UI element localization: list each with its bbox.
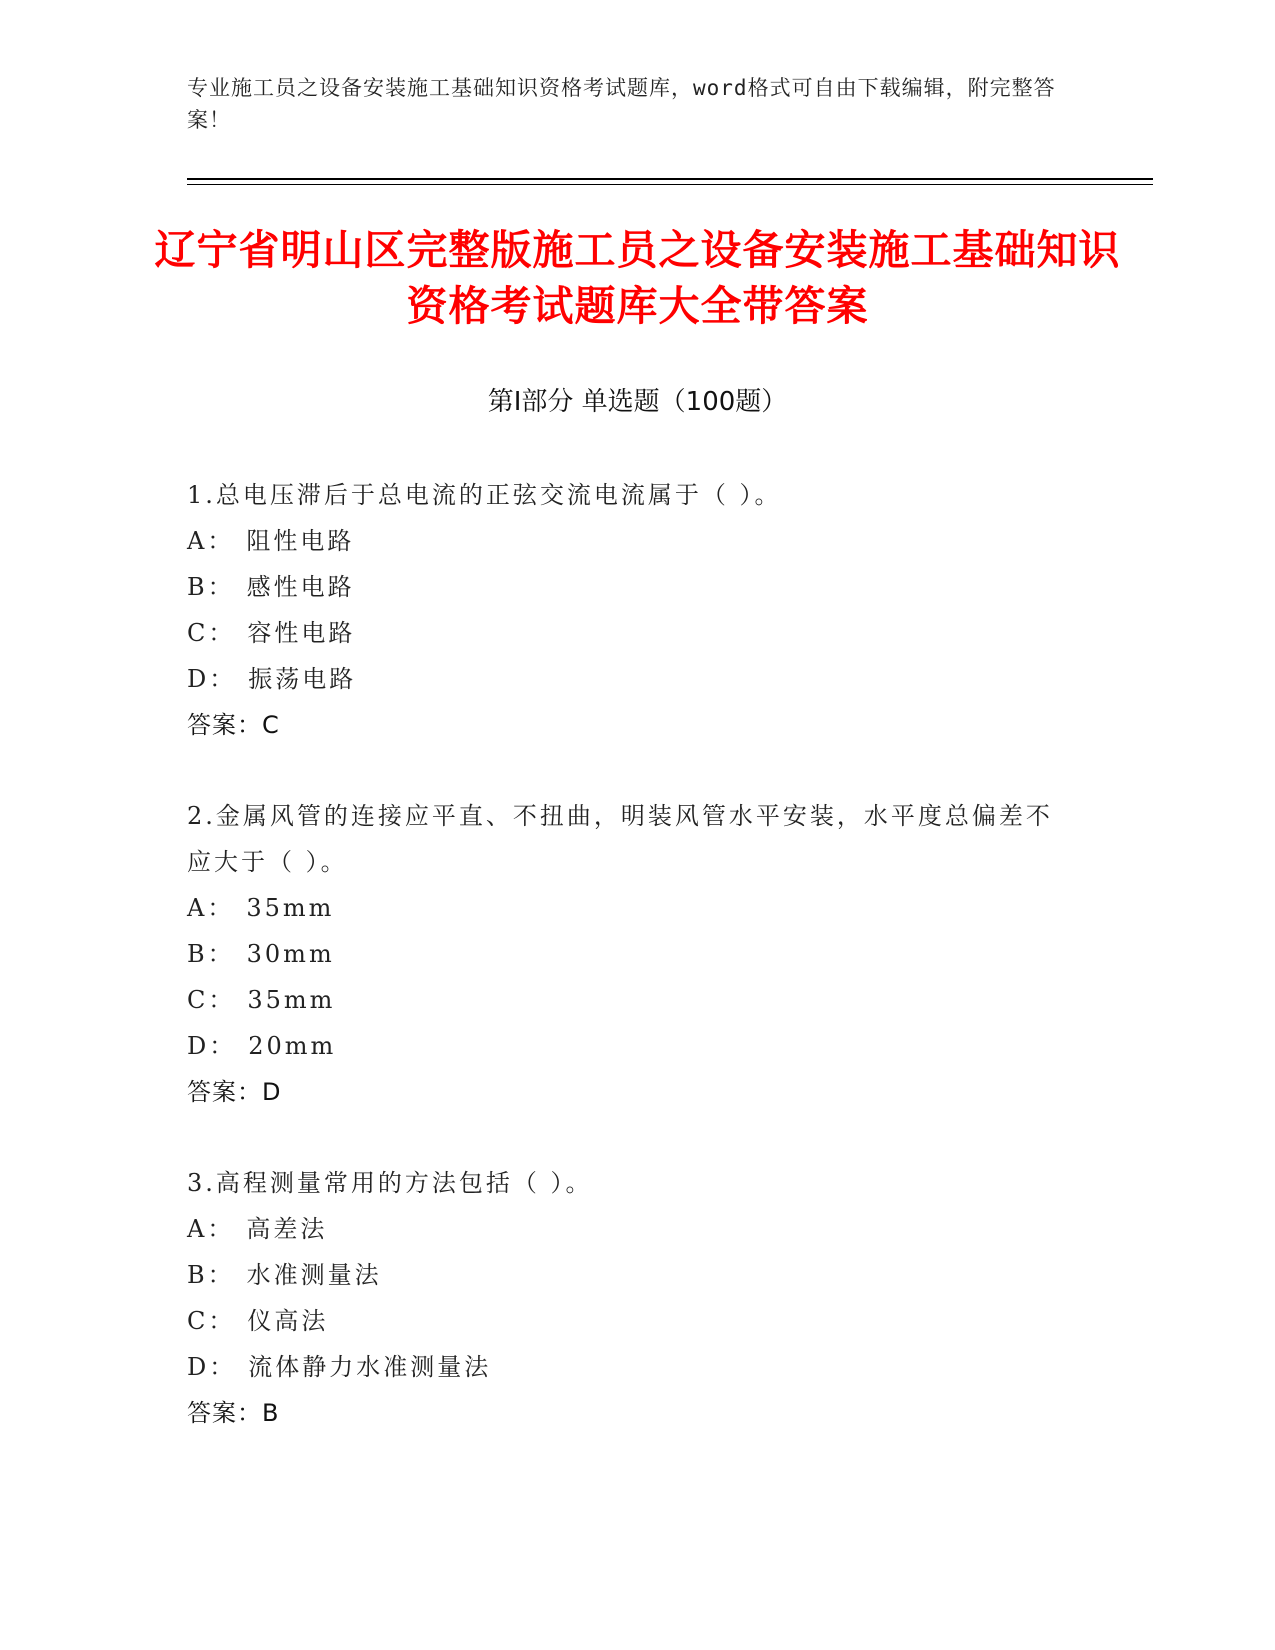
answer-label: 答案： [187, 711, 262, 739]
header-rule-thick [187, 178, 1153, 180]
option-key: C： [187, 619, 236, 647]
option-key: B： [187, 573, 235, 601]
option-text: 感性电路 [246, 573, 355, 601]
option-b [187, 931, 1067, 977]
section-title: 第Ⅰ部分 单选题（100题） [487, 387, 788, 417]
question-3 [187, 1160, 1067, 1436]
option-text: 20mm [248, 1032, 337, 1060]
option-key: D： [187, 1353, 237, 1381]
option-d [187, 1344, 1067, 1390]
option-key: C： [187, 1307, 236, 1335]
document-title: 辽宁省明山区完整版施工员之设备安装施工基础知识资格考试题库大全带答案 [154, 226, 1121, 330]
option-key: D： [187, 665, 237, 693]
option-a [187, 518, 1067, 564]
option-text: 30mm [246, 940, 335, 968]
question-stem: 1.总电压滞后于总电流的正弦交流电流属于（ ）。 [187, 481, 782, 509]
option-text: 容性电路 [247, 619, 356, 647]
question-2 [187, 793, 1067, 1115]
option-c [187, 610, 1067, 656]
option-text: 35mm [246, 894, 335, 922]
answer-line [187, 1069, 1067, 1115]
option-b [187, 564, 1067, 610]
answer-line [187, 702, 1067, 748]
option-key: C： [187, 986, 236, 1014]
option-text: 仪高法 [247, 1307, 329, 1335]
answer-value: B [262, 1399, 280, 1427]
answer-value: C [262, 711, 280, 739]
option-a [187, 1206, 1067, 1252]
answer-label: 答案： [187, 1399, 262, 1427]
option-key: A： [187, 894, 235, 922]
answer-value: D [262, 1078, 282, 1106]
option-text: 流体静力水准测量法 [248, 1353, 492, 1381]
header-rule-thin [187, 184, 1153, 185]
option-a [187, 885, 1067, 931]
option-text: 35mm [247, 986, 336, 1014]
option-key: B： [187, 940, 235, 968]
option-d [187, 656, 1067, 702]
question-stem: 3.高程测量常用的方法包括（ ）。 [187, 1169, 593, 1197]
header-note: 专业施工员之设备安装施工基础知识资格考试题库，word格式可自由下载编辑，附完整答案！ [187, 76, 1056, 132]
option-key: D： [187, 1032, 237, 1060]
option-text: 阻性电路 [246, 527, 355, 555]
option-key: A： [187, 1215, 235, 1243]
option-text: 高差法 [246, 1215, 328, 1243]
option-text: 振荡电路 [248, 665, 357, 693]
question-stem: 2.金属风管的连接应平直、不扭曲，明装风管水平安装，水平度总偏差不应大于（ ）。 [187, 802, 1053, 876]
option-d [187, 1023, 1067, 1069]
question-list [187, 472, 1067, 1481]
question-1 [187, 472, 1067, 748]
option-key: B： [187, 1261, 235, 1289]
option-c [187, 977, 1067, 1023]
answer-label: 答案： [187, 1078, 262, 1106]
answer-line [187, 1390, 1067, 1436]
option-key: A： [187, 527, 235, 555]
option-c [187, 1298, 1067, 1344]
option-text: 水准测量法 [246, 1261, 382, 1289]
option-b [187, 1252, 1067, 1298]
